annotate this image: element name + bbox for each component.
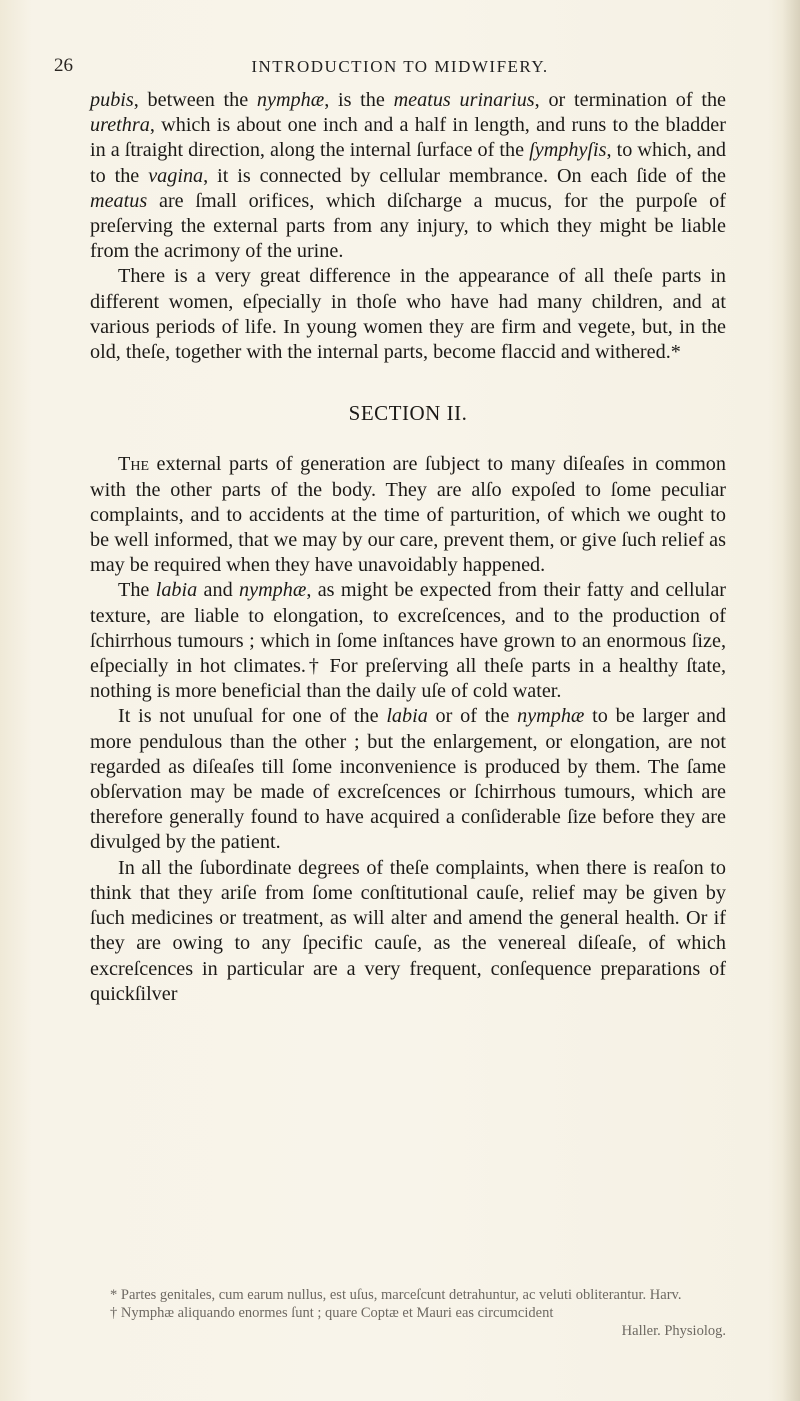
paragraph-4: The labia and nymphæ, as might be expected from their fatty and cellular texture, are liable to elongation, to excreſcences, and to the production of ſchirrhous tumours ; which in ſome inſtances have grown to an enormous ſize, eſpecially in hot climates.† For preſerving all theſe parts in a healthy ſtate, nothing is more beneficial than the daily uſe of cold water. (90, 579, 726, 703)
footnote-2: † Nymphæ aliquando enormes ſunt ; quare Coptæ et Mauri eas circumcident (110, 1305, 554, 1321)
footnote-2-author: Haller. Physiolog. (621, 1323, 726, 1339)
footnote-1: * Partes genitales, cum earum nullus, est uſus, marceſcunt detrahuntur, ac veluti obliterantur. Harv. (110, 1287, 682, 1303)
page-edge-shadow (782, 0, 800, 1401)
paragraph-2: There is a very great difference in the appearance of all theſe parts in different women, eſpecially in thoſe who have had many children, and at various periods of life. In young women they are firm and vegete, but, in the old, theſe, together with the internal parts, become flaccid and withered.* (90, 265, 726, 364)
paragraph-6: In all the ſubordinate degrees of theſe complaints, when there is reaſon to think that they ariſe from ſome conſtitutional cauſe, relief may be given by ſuch medicines or treatment, as will alter and amend the general health. Or if they are owing to any ſpecific cauſe, as the venereal diſeaſe, of which excreſcences in particular are a very frequent, conſequence preparations of quickſilver (90, 856, 726, 1005)
paragraph-5: It is not unuſual for one of the labia or of the nymphæ to be larger and more pendulous than the other ; but the enlargement, or elongation, are not regarded as diſeaſes till ſome inconvenience is produced by them. The ſame obſervation may be made of excreſcences or ſchirrhous tumours, which are therefore generally found to have acquired a conſiderable ſize before they are divulged by the patient. (90, 705, 727, 854)
footnote-1-author: Harv. (649, 1287, 682, 1303)
body-text (90, 88, 726, 1007)
page-number: 26 (54, 55, 73, 76)
paragraph-1: pubis, between the nymphæ, is the meatus urinarius, or termination of the urethra, which is about one inch and a half in length, and runs to the bladder in a ſtraight direction, along the internal ſurface of the ſymphyſis, to which, and to the vagina, it is connected by cellular membrance. On each ſide of the meatus are ſmall orifices, which diſcharge a mucus, for the purpoſe of preſerving the external parts from any injury, to which they might be liable from the acrimony of the urine. (90, 89, 727, 263)
page-header (54, 55, 754, 79)
footnotes (90, 1286, 726, 1340)
section-title: SECTION II. (348, 401, 468, 426)
running-head: INTRODUCTION TO MIDWIFERY. (251, 57, 549, 76)
paragraph-3: The external parts of generation are ſubject to many diſeaſes in common with the other parts of the body. They are alſo expoſed to ſome peculiar complaints, and to accidents at the time of parturition, of which we ought to be well informed, that we may by our care, prevent them, or give ſuch relief as may be required when they have unavoidably happened. (90, 453, 726, 577)
